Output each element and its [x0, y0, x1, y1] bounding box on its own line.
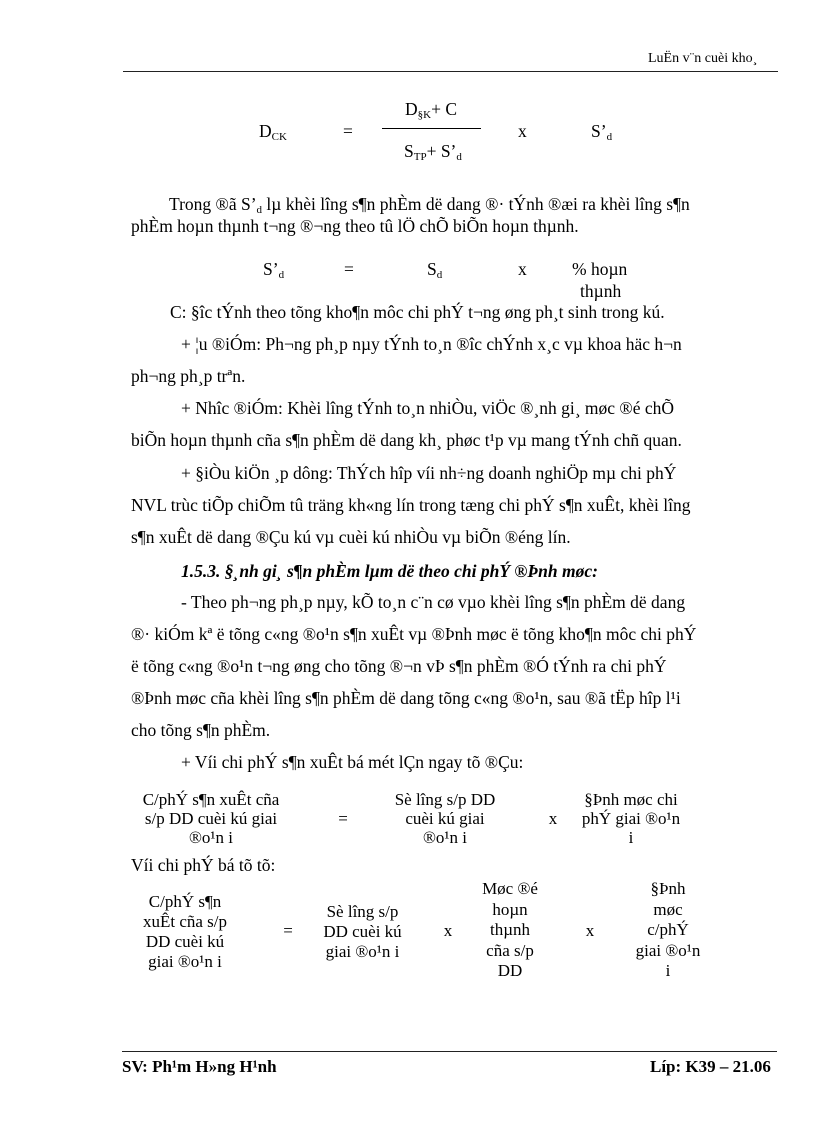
formula3-equals: = [338, 809, 348, 828]
footer-class: Líp: K39 – 21.06 [650, 1057, 771, 1076]
para1-line2: phÈm hoµn thµnh t¬ng ®¬ng theo tû lÖ chÕ biÕn hoµn thµnh. [131, 216, 579, 236]
formula4-rhs: §Þnh møc c/phÝ giai ®o¹n i [635, 879, 701, 980]
formula3-times: x [548, 809, 558, 828]
formula1-equals: = [343, 121, 353, 141]
para6-line3: ë tõng c«ng ®o¹n t¬ng øng cho tõng ®¬n vÞ s¶n phÈm ®Ó tÝnh ra chi phÝ [131, 656, 667, 676]
para6-line1: - Theo ph¬ng ph¸p nµy, kÕ to¸n c¨n cø vµo khèi lîng s¶n phÈm dë dang [181, 592, 686, 612]
para4-line2: biÕn hoµn thµnh cña s¶n phÈm dë dang kh¸ phøc t¹p vµ mang tÝnh chñ quan. [131, 430, 682, 450]
para3-line2: ph¬ng ph¸p trªn. [131, 366, 246, 386]
para6-line2: ®· kiÓm kª ë tõng c«ng ®o¹n s¶n xuÊt vµ ®Þnh møc ë tõng kho¶n môc chi phÝ [131, 624, 697, 644]
para6-line5: cho tõng s¶n phÈm. [131, 720, 271, 740]
formula2-mid: $S_d$ [427, 259, 443, 281]
formula2-times: x [518, 259, 527, 279]
para5-line3: s¶n xuÊt dë dang ®Çu kú vµ cuèi kú nhiÒu vµ biÕn ®éng lín. [131, 527, 571, 547]
formula1-rhs: $S’_d$ [591, 121, 613, 143]
formula3-rhs: §Þnh møc chi phÝ giai ®o¹n i [581, 790, 681, 847]
formula2-lhs: $S’_d$ [263, 259, 285, 281]
formula2-rhs-line2: thµnh [580, 281, 622, 301]
formula4-mid2: Møc ®é hoµn thµnh cña s/p DD [482, 879, 538, 980]
para6-line4: ®Þnh møc cña khèi lîng s¶n phÈm dë dang tõng c«ng ®o¹n, sau ®ã tËp hîp l¹i [131, 688, 681, 708]
section-heading: 1.5.3. §¸nh gi¸ s¶n phÈm lµm dë theo chi phÝ ®Þnh møc: [181, 561, 598, 581]
para5-line1: + §iÒu kiÖn ¸p dông: ThÝch hîp víi nh÷ng doanh nghiÖp mµ chi phÝ [181, 463, 677, 483]
formula4-times1: x [443, 921, 453, 940]
header-title: LuËn v¨n cuèi kho¸ [648, 51, 758, 66]
header-rule [123, 71, 778, 72]
formula4-lhs: C/phÝ s¶n xuÊt cña s/p DD cuèi kú giai ®o¹n i [142, 892, 228, 971]
formula1-times: x [518, 121, 527, 141]
para8: Víi chi phÝ bá tõ tõ: [131, 855, 276, 875]
formula2-equals: = [344, 259, 354, 279]
footer-student: SV: Ph¹m H»ng H¹nh [122, 1057, 277, 1076]
para4-line1: + Nhîc ®iÓm: Khèi lîng tÝnh to¸n nhiÒu, viÖc ®¸nh gi¸ møc ®é chÕ [181, 398, 675, 418]
formula1-fraction-bar [382, 128, 481, 129]
para3-line1: + ¦u ®iÓm: Ph¬ng ph¸p nµy tÝnh to¸n ®îc chÝnh x¸c vµ khoa häc h¬n [181, 334, 682, 354]
formula1-denominator: $S_{TP}+$ $S’_d$ [404, 141, 462, 163]
formula1-lhs: $D_{CK}$ [259, 121, 287, 143]
para7: + Víi chi phÝ s¶n xuÊt bá mét lÇn ngay tõ ®Çu: [181, 752, 524, 772]
formula4-equals: = [283, 921, 293, 940]
formula1-numerator: $D_{\S K}+ C$ [405, 99, 458, 121]
para5-line2: NVL trùc tiÕp chiÕm tû träng kh«ng lín trong tæng chi phÝ s¶n xuÊt, khèi lîng [131, 495, 691, 515]
para2: C: §îc tÝnh theo tõng kho¶n môc chi phÝ t¬ng øng ph¸t sinh trong kú. [170, 302, 665, 322]
footer-rule [122, 1051, 777, 1052]
para1-line1: Trong ®ã $S’_d$ lµ khèi lîng s¶n phÈm dë dang ®· tÝnh ®æi ra khèi lîng s¶n [169, 194, 690, 216]
formula4-mid: Sè lîng s/p DD cuèi kú giai ®o¹n i [323, 902, 402, 961]
formula3-mid: Sè lîng s/p DD cuèi kú giai ®o¹n i [394, 790, 496, 847]
formula3-lhs: C/phÝ s¶n xuÊt cña s/p DD cuèi kú giai ®o¹n i [142, 790, 280, 847]
formula4-times2: x [585, 921, 595, 940]
formula2-rhs-line1: % hoµn [572, 259, 628, 279]
